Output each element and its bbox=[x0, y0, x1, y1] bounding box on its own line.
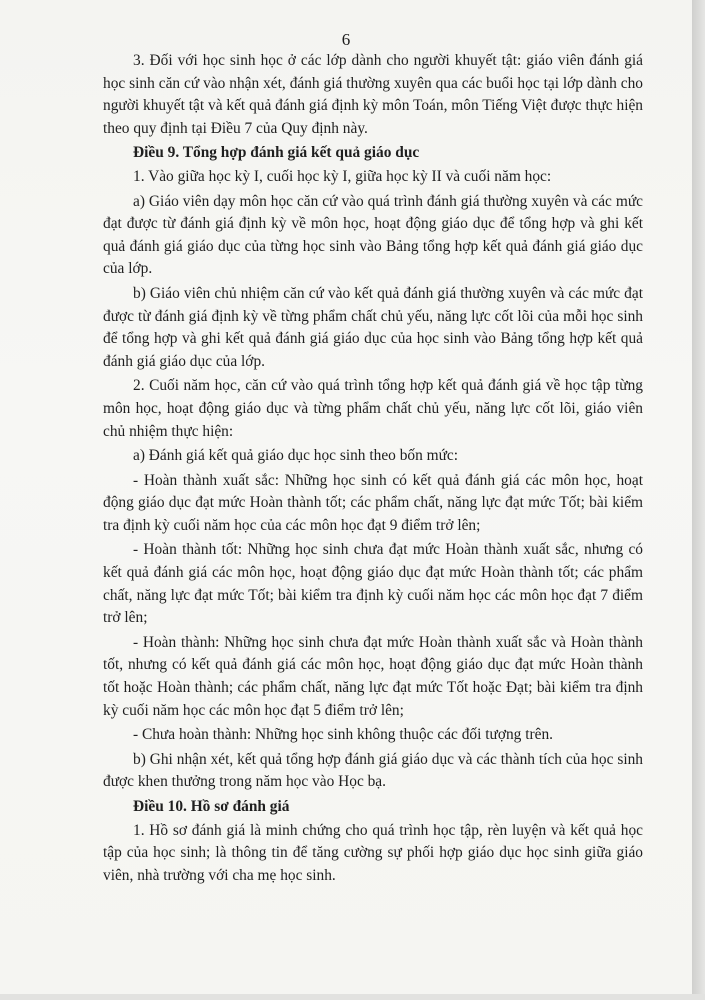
page-bottom-shadow bbox=[0, 994, 705, 1000]
heading-dieu-10: Điều 10. Hồ sơ đánh giá bbox=[133, 798, 290, 815]
paragraph-dieu9-item2b: b) Ghi nhận xét, kết quả tổng hợp đánh giá giáo dục và các thành tích của học sinh được khen thưởng trong năm học vào Học bạ. bbox=[103, 750, 643, 791]
heading-dieu-9: Điều 9. Tổng hợp đánh giá kết quả giáo dục bbox=[133, 144, 420, 162]
page-number: 6 bbox=[341, 30, 351, 49]
list-item-chua-hoan-thanh: - Chưa hoàn thành: Những học sinh không thuộc các đối tượng trên. bbox=[133, 726, 553, 744]
paragraph-dieu9-item1a: a) Giáo viên dạy môn học căn cứ vào quá trình đánh giá thường xuyên và các mức đạt được từ đánh giá định kỳ về môn học, hoạt động giáo dục để tổng hợp và ghi kết quả đánh giá giáo dục của từng học sinh vào Bảng tổng hợp kết quả đánh giá giáo dục của lớp. bbox=[103, 192, 643, 278]
document-body bbox=[103, 50, 643, 887]
page-edge-shadow bbox=[692, 0, 705, 1000]
paragraph-dieu9-item2: 2. Cuối năm học, căn cứ vào quá trình tổng hợp kết quả đánh giá về học tập từng môn học, hoạt động giáo dục và từng phẩm chất chủ yếu, năng lực cốt lõi, giáo viên chủ nhiệm thực hiện: bbox=[103, 377, 643, 440]
list-item-hoan-thanh-tot: - Hoàn thành tốt: Những học sinh chưa đạt mức Hoàn thành xuất sắc, nhưng có kết quả đánh giá các môn học, hoạt động giáo dục đạt mức Hoàn thành tốt; các phẩm chất, năng lực đạt mức Tốt; bài kiểm tra định kỳ cuối năm học các môn học đạt 7 điểm trở lên; bbox=[103, 541, 643, 627]
list-item-hoan-thanh: - Hoàn thành: Những học sinh chưa đạt mức Hoàn thành xuất sắc và Hoàn thành tốt, nhưng có kết quả đánh giá các môn học, hoạt động giáo dục đạt mức Hoàn thành tốt hoặc Hoàn thành; các phẩm chất, năng lực đạt mức Tốt hoặc Đạt; bài kiểm tra định kỳ cuối năm học các môn học đạt 5 điểm trở lên; bbox=[103, 633, 643, 719]
paragraph-dieu9-item2a: a) Đánh giá kết quả giáo dục học sinh theo bốn mức: bbox=[133, 447, 459, 465]
paragraph-dieu8-item3: 3. Đối với học sinh học ở các lớp dành cho người khuyết tật: giáo viên đánh giá học sinh căn cứ vào nhận xét, đánh giá thường xuyên qua các buổi học tại lớp dành cho người khuyết tật và kết quả đánh giá định kỳ môn Toán, môn Tiếng Việt được thực hiện theo quy định tại Điều 7 của Quy định này. bbox=[103, 52, 643, 137]
paragraph-dieu9-item1: 1. Vào giữa học kỳ I, cuối học kỳ I, giữa học kỳ II và cuối năm học: bbox=[133, 167, 552, 185]
paragraph-dieu10-item1: 1. Hồ sơ đánh giá là minh chứng cho quá trình học tập, rèn luyện và kết quả học tập của học sinh; là thông tin để tăng cường sự phối hợp giáo dục học sinh giữa giáo viên, nhà trường với cha mẹ học sinh. bbox=[103, 821, 643, 884]
paragraph-dieu9-item1b: b) Giáo viên chủ nhiệm căn cứ vào kết quả đánh giá thường xuyên và các mức đạt được từ đánh giá định kỳ về từng phẩm chất chủ yếu, năng lực cốt lõi của mỗi học sinh để tổng hợp và ghi kết quả đánh giá giáo dục của học sinh vào Bảng tổng hợp kết quả đánh giá giáo dục của lớp. bbox=[103, 284, 643, 370]
list-item-hoan-thanh-xuat-sac: - Hoàn thành xuất sắc: Những học sinh có kết quả đánh giá các môn học, hoạt động giáo dục đạt mức Hoàn thành tốt; các phẩm chất, năng lực đạt mức Tốt; bài kiểm tra định kỳ cuối năm học của các môn học đạt 9 điểm trở lên; bbox=[103, 471, 643, 534]
